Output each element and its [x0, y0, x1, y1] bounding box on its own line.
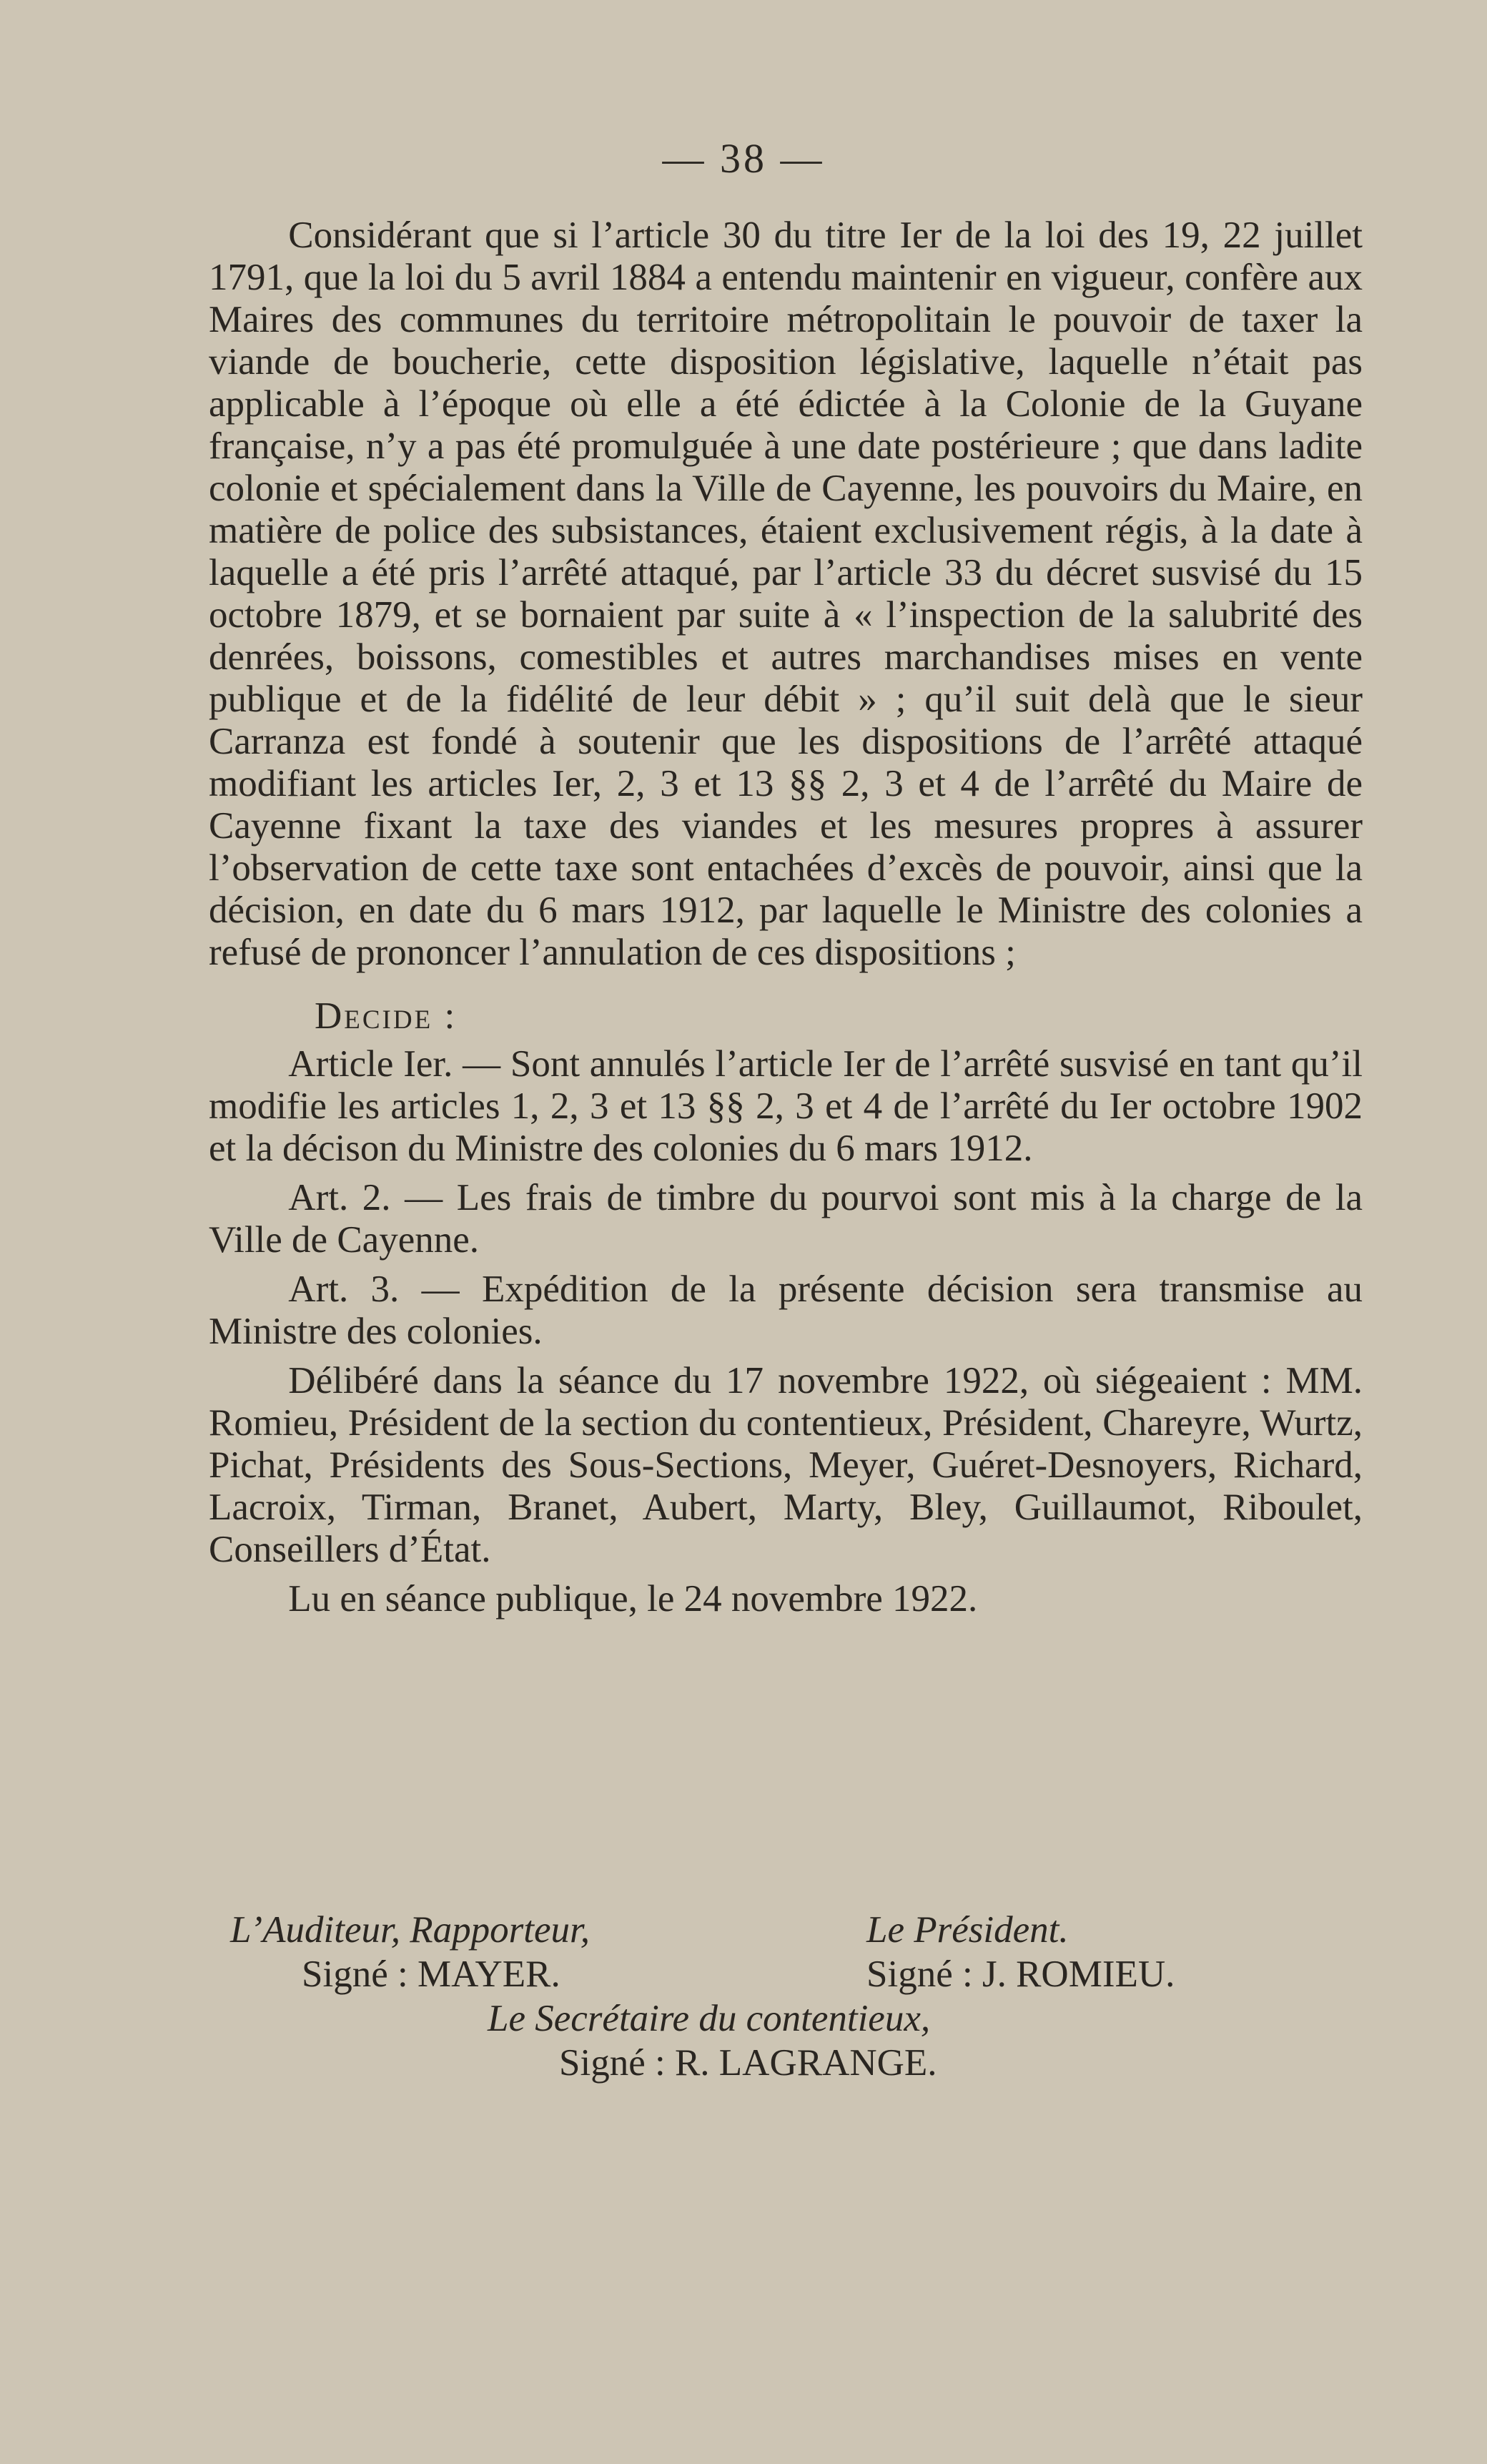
signatures-block	[209, 1908, 1363, 2085]
president-signature: Signé : J. ROMIEU.	[866, 1953, 1175, 1995]
secretaire-title-row	[209, 1996, 1363, 2041]
deliberation-paragraph: Délibéré dans la séance du 17 novembre 1922, où siégeaient : MM. Romieu, Président de la section du contentieux, Président, Chareyre, Wurtz, Pichat, Présidents des Sous-Sections, Meyer, Guéret-Desnoyers, Richard, Lacroix, Tirman, Branet, Aubert, Marty, Bley, Guillaumot, Riboulet, Conseillers d’État.	[209, 1360, 1363, 1570]
signature-names-row	[209, 1952, 1363, 1996]
secretaire-title: Le Secrétaire du contentieux,	[488, 1998, 931, 2039]
signature-titles-row	[209, 1908, 1363, 1952]
lecture-paragraph: Lu en séance publique, le 24 novembre 1922.	[288, 1578, 978, 1620]
article-1: Article Ier. — Sont annulés l’article Ier de l’arrêté susvisé en tant qu’il modifie les articles 1, 2, 3 et 13 §§ 2, 3 et 4 de l’arrêté du Ier octobre 1902 et la décison du Ministre des colonies du 6 mars 1912.	[209, 1043, 1363, 1169]
president-title: Le Président.	[866, 1909, 1069, 1951]
decision-body	[209, 215, 1363, 1620]
considerant-paragraph: Considérant que si l’article 30 du titre Ier de la loi des 19, 22 juillet 1791, que la loi du 5 avril 1884 a entendu maintenir en vigueur, confère aux Maires des communes du territoire métropolitain le pouvoir de taxer la viande de boucherie, cette disposition législative, laquelle n’était pas applicable à l’époque où elle a été édictée à la Colonie de la Guyane française, n’y a pas été promulguée à une date postérieure ; que dans ladite colonie et spécialement dans la Ville de Cayenne, les pouvoirs du Maire, en matière de police des subsistances, étaient exclusivement régis, à la date à laquelle a été pris l’arrêté attaqué, par l’article 33 du décret susvisé du 15 octobre 1879, et se bornaient par suite à « l’inspection de la salubrité des denrées, boissons, comestibles et autres marchandises mises en vente publique et de la fidélité de leur débit » ; qu’il suit delà que le sieur Carranza est fondé à soutenir que les dispositions de l’arrêté attaqué modifiant les articles Ier, 2, 3 et 13 §§ 2, 3 et 4 de l’arrêté du Maire de Cayenne fixant la taxe des viandes et les mesures propres à assurer l’observation de cette taxe sont entachées d’excès de pouvoir, ainsi que la décision, en date du 6 mars 1912, par laquelle le Ministre des colonies a refusé de prononcer l’annulation de ces dispositions ;	[209, 215, 1363, 973]
decide-heading: Decide :	[315, 995, 458, 1037]
auditeur-title: L’Auditeur, Rapporteur,	[230, 1909, 591, 1951]
article-3: Art. 3. — Expédition de la présente décision sera transmise au Ministre des colonies.	[209, 1268, 1363, 1352]
page-number: — 38 —	[662, 135, 825, 182]
secretaire-signature: Signé : R. LAGRANGE.	[559, 2042, 937, 2084]
article-2: Art. 2. — Les frais de timbre du pourvoi sont mis à la charge de la Ville de Cayenne.	[209, 1177, 1363, 1261]
secretaire-name-row	[209, 2041, 1363, 2085]
auditeur-signature: Signé : MAYER.	[302, 1953, 560, 1995]
